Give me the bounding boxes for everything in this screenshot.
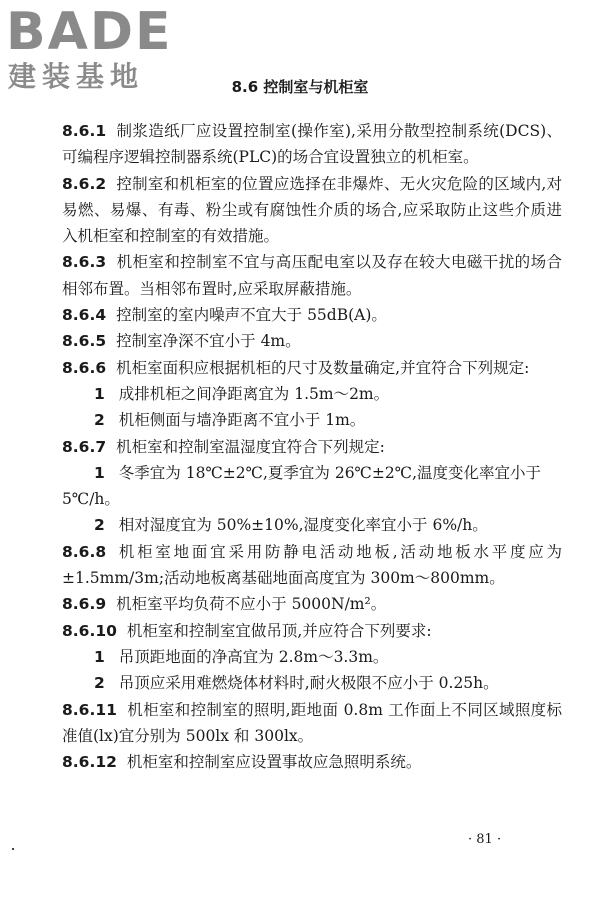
item-text: 相对湿度宜为 50%±10%,湿度变化率宜小于 6%/h。 — [118, 516, 488, 535]
item-text: 成排机柜之间净距离宜为 1.5m～2m。 — [118, 384, 390, 403]
clause-8-6-4 — [62, 302, 562, 328]
clause-number: 8.6.12 — [62, 753, 117, 772]
clause-number: 8.6.9 — [62, 595, 107, 614]
clause-item — [62, 381, 562, 407]
clause-text: 机柜室和控制室温湿度宜符合下列规定: — [116, 437, 385, 456]
logo-wordmark: BADE — [6, 2, 173, 62]
clause-number: 8.6.1 — [62, 122, 107, 140]
item-number: 1 — [94, 647, 105, 666]
item-number: 2 — [94, 674, 105, 693]
clause-text: 控制室的室内噪声不宜大于 55dB(A)。 — [116, 306, 387, 325]
clause-8-6-10 — [62, 618, 562, 644]
clause-8-6-3 — [62, 249, 562, 302]
clause-8-6-9 — [62, 591, 562, 617]
clause-item — [62, 407, 562, 433]
clause-text: 机柜室和控制室的照明,距地面 0.8m 工作面上不同区域照度标准值(lx)宜分别为 500lx 和 300lx。 — [62, 700, 562, 745]
item-text: 吊顶距地面的净高宜为 2.8m～3.3m。 — [118, 647, 389, 666]
clause-8-6-5 — [62, 328, 562, 354]
clause-number: 8.6.8 — [62, 542, 107, 561]
clause-item — [62, 512, 562, 538]
item-number: 1 — [94, 384, 105, 403]
clause-number: 8.6.7 — [62, 437, 107, 456]
clause-8-6-2 — [62, 171, 562, 250]
clause-text: 机柜室面积应根据机柜的尺寸及数量确定,并宜符合下列规定: — [116, 358, 530, 377]
clause-number: 8.6.10 — [62, 621, 117, 640]
item-number: 2 — [94, 516, 105, 535]
logo-subtitle: 建装基地 — [8, 60, 145, 93]
clause-item — [62, 460, 562, 513]
clause-item — [62, 644, 562, 670]
clause-8-6-8 — [62, 539, 562, 592]
clause-8-6-6 — [62, 355, 562, 381]
item-number: 2 — [94, 411, 105, 430]
clause-number: 8.6.2 — [62, 174, 107, 193]
item-number: 1 — [94, 463, 105, 482]
clause-number: 8.6.5 — [62, 332, 107, 351]
clause-text: 制浆造纸厂应设置控制室(操作室),采用分散型控制系统(DCS)、可编程序逻辑控制器系统(PLC)的场合宜设置独立的机柜室。 — [62, 122, 562, 167]
clause-number: 8.6.3 — [62, 253, 107, 272]
item-text: 冬季宜为 18℃±2℃,夏季宜为 26℃±2℃,温度变化率宜小于 5℃/h。 — [62, 463, 542, 509]
clause-text: 机柜室平均负荷不应小于 5000N/m²。 — [116, 595, 387, 614]
page-number: · 81 · — [468, 832, 502, 847]
clause-number: 8.6.4 — [62, 306, 107, 325]
clause-text: 控制室净深不宜小于 4m。 — [116, 332, 301, 351]
clause-8-6-12 — [62, 749, 562, 775]
clause-8-6-1 — [62, 118, 562, 171]
section-title: 8.6 控制室与机柜室 — [231, 78, 369, 96]
clause-text: 机柜室地面宜采用防静电活动地板,活动地板水平度应为±1.5mm/3m;活动地板离基础地面高度宜为 300m～800mm。 — [62, 542, 562, 588]
clause-number: 8.6.6 — [62, 358, 107, 377]
item-text: 机柜侧面与墙净距离不宜小于 1m。 — [118, 411, 366, 430]
scan-speck — [12, 848, 14, 850]
clause-8-6-7 — [62, 434, 562, 460]
clause-list — [62, 118, 562, 775]
clause-8-6-11 — [62, 697, 562, 750]
clause-number: 8.6.11 — [62, 700, 117, 719]
clause-item — [62, 670, 562, 696]
clause-text: 机柜室和控制室宜做吊顶,并应符合下列要求: — [126, 621, 432, 640]
clause-text: 控制室和机柜室的位置应选择在非爆炸、无火灾危险的区域内,对易燃、易爆、有毒、粉尘或有腐蚀性介质的场合,应采取防止这些介质进入机柜室和控制室的有效措施。 — [62, 174, 562, 246]
item-text: 吊顶应采用难燃烧体材料时,耐火极限不应小于 0.25h。 — [118, 674, 499, 693]
clause-text: 机柜室和控制室应设置事故应急照明系统。 — [126, 753, 422, 772]
clause-text: 机柜室和控制室不宜与高压配电室以及存在较大电磁干扰的场合相邻布置。当相邻布置时,应采取屏蔽措施。 — [62, 253, 562, 298]
